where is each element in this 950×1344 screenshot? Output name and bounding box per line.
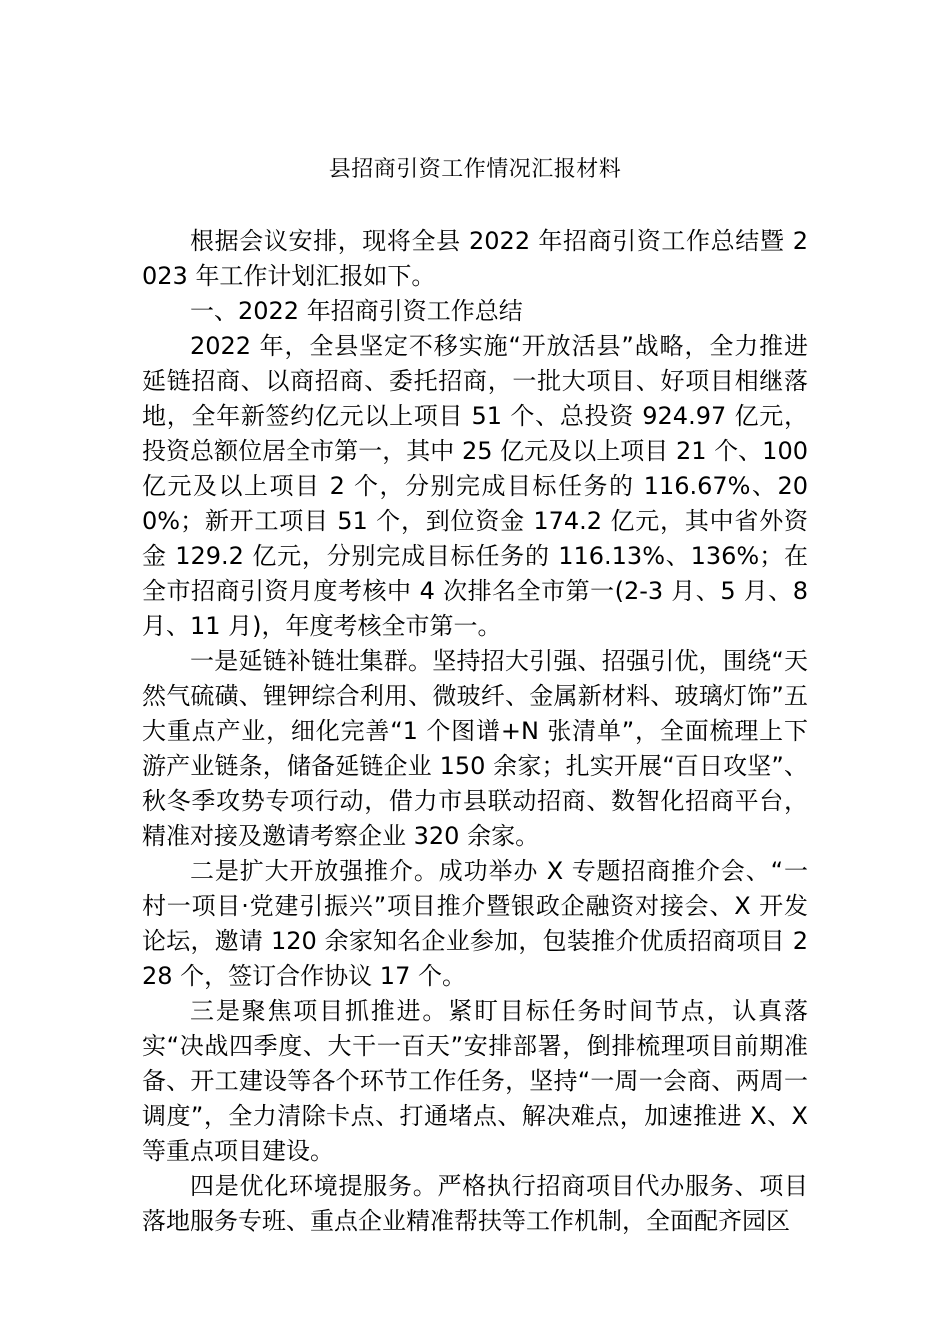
document-title: 县招商引资工作情况汇报材料 xyxy=(328,157,622,182)
paragraph-point-2: 二是扩大开放强推介。成功举办 X 专题招商推介会、“一村一项目·党建引振兴”项目推介暨银政企融资对接会、X 开发论坛，邀请 120 余家知名企业参加，包装推介优质招商项目 228 个，签订合作协议 17 个。 xyxy=(142,857,808,990)
paragraph-point-3: 三是聚焦项目抓推进。紧盯目标任务时间节点，认真落实“决战四季度、大干一百天”安排部署，倒排梳理项目前期准备、开工建设等各个环节工作任务，坚持“一周一会商、两周一调度”，全力清除卡点、打通堵点、解决难点，加速推进 X、X 等重点项目建设。 xyxy=(142,997,808,1165)
paragraph-overview: 2022 年，全县坚定不移实施“开放活县”战略，全力推进延链招商、以商招商、委托招商，一批大项目、好项目相继落地，全年新签约亿元以上项目 51 个、总投资 924.97 亿元，投资总额位居全市第一，其中 25 亿元及以上项目 21 个、100 亿元及以上项目 2 个，分别完成目标任务的 116.67%、200%；新开工项目 51 个，到位资金 174.2 亿元，其中省外资金 129.2 亿元，分别完成目标任务的 116.13%、136%；在全市招商引资月度考核中 4 次排名全市第一(2-3 月、5 月、8 月、11 月)，年度考核全市第一。 xyxy=(142,332,808,640)
document-body xyxy=(142,224,808,1239)
paragraph-intro: 根据会议安排，现将全县 2022 年招商引资工作总结暨 2023 年工作计划汇报如下。 xyxy=(142,227,808,290)
paragraph-point-1: 一是延链补链壮集群。坚持招大引强、招强引优，围绕“天然气硫磺、锂钾综合利用、微玻纤、金属新材料、玻璃灯饰”五大重点产业，细化完善“1 个图谱+N 张清单”，全面梳理上下游产业链条，储备延链企业 150 余家；扎实开展“百日攻坚”、秋冬季攻势专项行动，借力市县联动招商、数智化招商平台，精准对接及邀请考察企业 320 余家。 xyxy=(142,647,808,850)
paragraph-point-4: 四是优化环境提服务。严格执行招商项目代办服务、项目落地服务专班、重点企业精准帮扶等工作机制，全面配齐园区 xyxy=(142,1172,808,1235)
section-heading-summary: 一、2022 年招商引资工作总结 xyxy=(190,297,523,325)
